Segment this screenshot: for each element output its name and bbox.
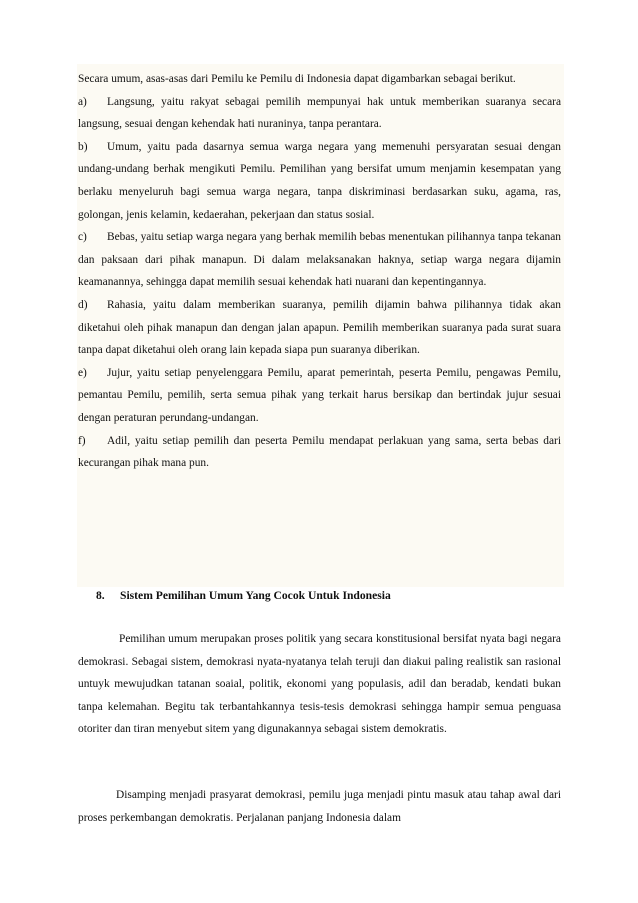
body-paragraph-1 (78, 628, 561, 741)
item-letter: e) (78, 366, 87, 379)
item-text: Rahasia, yaitu dalam memberikan suaranya, pemilih dijamin bahwa pilihannya tidak akan diketahui oleh pihak manapun dan dengan jalan apapun. Pemilih memberikan suaranya pada surat suara tanpa dapat diketahui oleh orang lain kepada siapa pun suaranya diberikan. (78, 298, 561, 357)
section-number: 8. (96, 589, 105, 602)
item-letter: b) (78, 140, 88, 153)
list-item-b (78, 136, 561, 226)
item-text: Bebas, yaitu setiap warga negara yang berhak memilih bebas menentukan pilihannya tanpa tekanan dan paksaan dari pihak manapun. Di dalam melaksanakan haknya, setiap warga negara dijamin keamanannya, sehingga dapat memilih sesuai kehendak hati nuarani dan kepentingannya. (78, 231, 561, 289)
body-paragraph-2 (78, 784, 561, 829)
item-text: Langsung, yaitu rakyat sebagai pemilih mempunyai hak untuk memberikan suaranya secara langsung, sesuai dengan kehendak hati nuraninya, tanpa perantara. (78, 95, 561, 131)
list-item-a (78, 91, 561, 136)
section-heading (96, 585, 391, 607)
item-letter: c) (78, 231, 87, 244)
item-letter: f) (78, 434, 86, 447)
paragraph-text: Pemilihan umum merupakan proses politik yang secara konstitusional bersifat nyata bagi negara demokrasi. Sebagai sistem, demokrasi nyata-nyatanya telah teruji dan diakui paling realistik san rasional untuyk mewujudkan tatanan soaial, politik, ekonomi yang populasis, adil dan beradab, kendati bukan tanpa kelemahan. Begitu tak terbantahkannya tesis-tesis demokrasi sehingga hampir semua penguasa otoriter dan tiran menyebut sitem yang digunakannya sebagai sistem demokratis. (78, 633, 561, 736)
list-item-d (78, 294, 561, 362)
list-item-c (78, 226, 561, 294)
list-item-f (78, 430, 561, 475)
item-text: Jujur, yaitu setiap penyelenggara Pemilu, aparat pemerintah, peserta Pemilu, pengawas Pemilu, pemantau Pemilu, pemilih, serta semua pihak yang terkait harus bersikap dan bertindak jujur sesuai dengan peraturan perundang-undangan. (78, 366, 561, 424)
item-text: Adil, yaitu setiap pemilih dan peserta Pemilu mendapat perlakuan yang sama, serta bebas dari kecurangan pihak mana pun. (78, 434, 561, 470)
list-item-e (78, 362, 561, 430)
principles-block (78, 68, 561, 475)
intro-paragraph: Secara umum, asas-asas dari Pemilu ke Pemilu di Indonesia dapat digambarkan sebagai berikut. (78, 73, 516, 85)
item-letter: d) (78, 298, 88, 311)
section-title: Sistem Pemilihan Umum Yang Cocok Untuk Indonesia (120, 589, 391, 602)
paragraph-text: Disamping menjadi prasyarat demokrasi, pemilu juga menjadi pintu masuk atau tahap awal dari proses perkembangan demokratis. Perjalanan panjang Indonesia dalam (78, 789, 561, 824)
item-letter: a) (78, 95, 87, 108)
item-text: Umum, yaitu pada dasarnya semua warga negara yang memenuhi persyaratan sesuai dengan undang-undang berhak mengikuti Pemilu. Pemilihan yang bersifat umum menjamin kesempatan yang berlaku menyeluruh bagi semua warga negara, tanpa diskriminasi berdasarkan suku, agama, ras, golongan, jenis kelamin, kedaerahan, pekerjaan dan status sosial. (78, 140, 561, 221)
